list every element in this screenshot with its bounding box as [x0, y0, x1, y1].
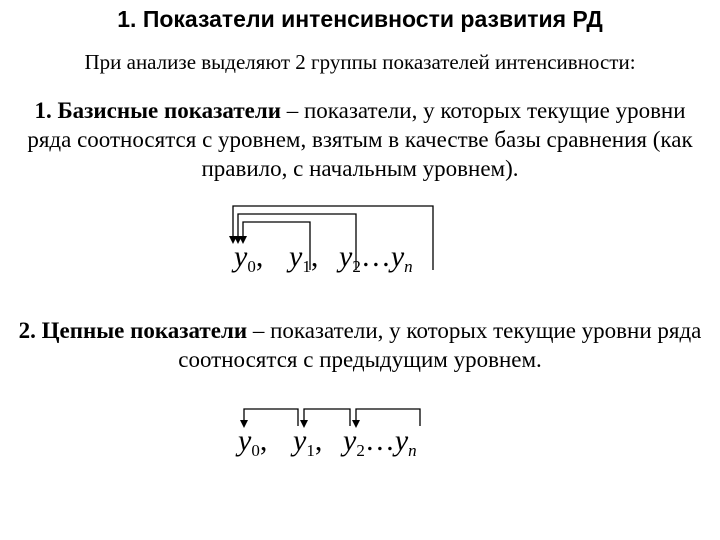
basic-indicators-definition: – показатели, у которых текущие уровни ряда соотносятся с уровнем, взятым в качестве базы сравнения (как правило, с начальным уровнем). [27, 98, 693, 181]
formula-y1: $y_1$, [289, 240, 319, 276]
basic-indicators-paragraph [10, 96, 710, 183]
formula-y0: $y_0$, [238, 424, 268, 460]
chain-indicators-paragraph [10, 316, 710, 374]
formula-y2-yn: $y_2\dots y_n$ [339, 240, 413, 276]
basic-indicators-diagram [0, 198, 720, 278]
basic-indicators-term: 1. Базисные показатели [34, 98, 281, 123]
slide-title: 1. Показатели интенсивности развития РД [117, 6, 603, 32]
formula-y1: $y_1$, [293, 424, 323, 460]
chain-indicators-term: 2. Цепные показатели [18, 318, 248, 343]
slide-subtitle: При анализе выделяют 2 группы показателей интенсивности: [84, 50, 636, 74]
formula-y0: $y_0$, [234, 240, 264, 276]
chain-indicators-definition: – показатели, у которых текущие уровни ряда соотносятся с предыдущим уровнем. [178, 318, 702, 372]
formula-y2-yn: $y_2\dots y_n$ [343, 424, 417, 460]
arrow-y1-to-y0 [244, 409, 298, 426]
chain-indicators-diagram [0, 400, 720, 470]
